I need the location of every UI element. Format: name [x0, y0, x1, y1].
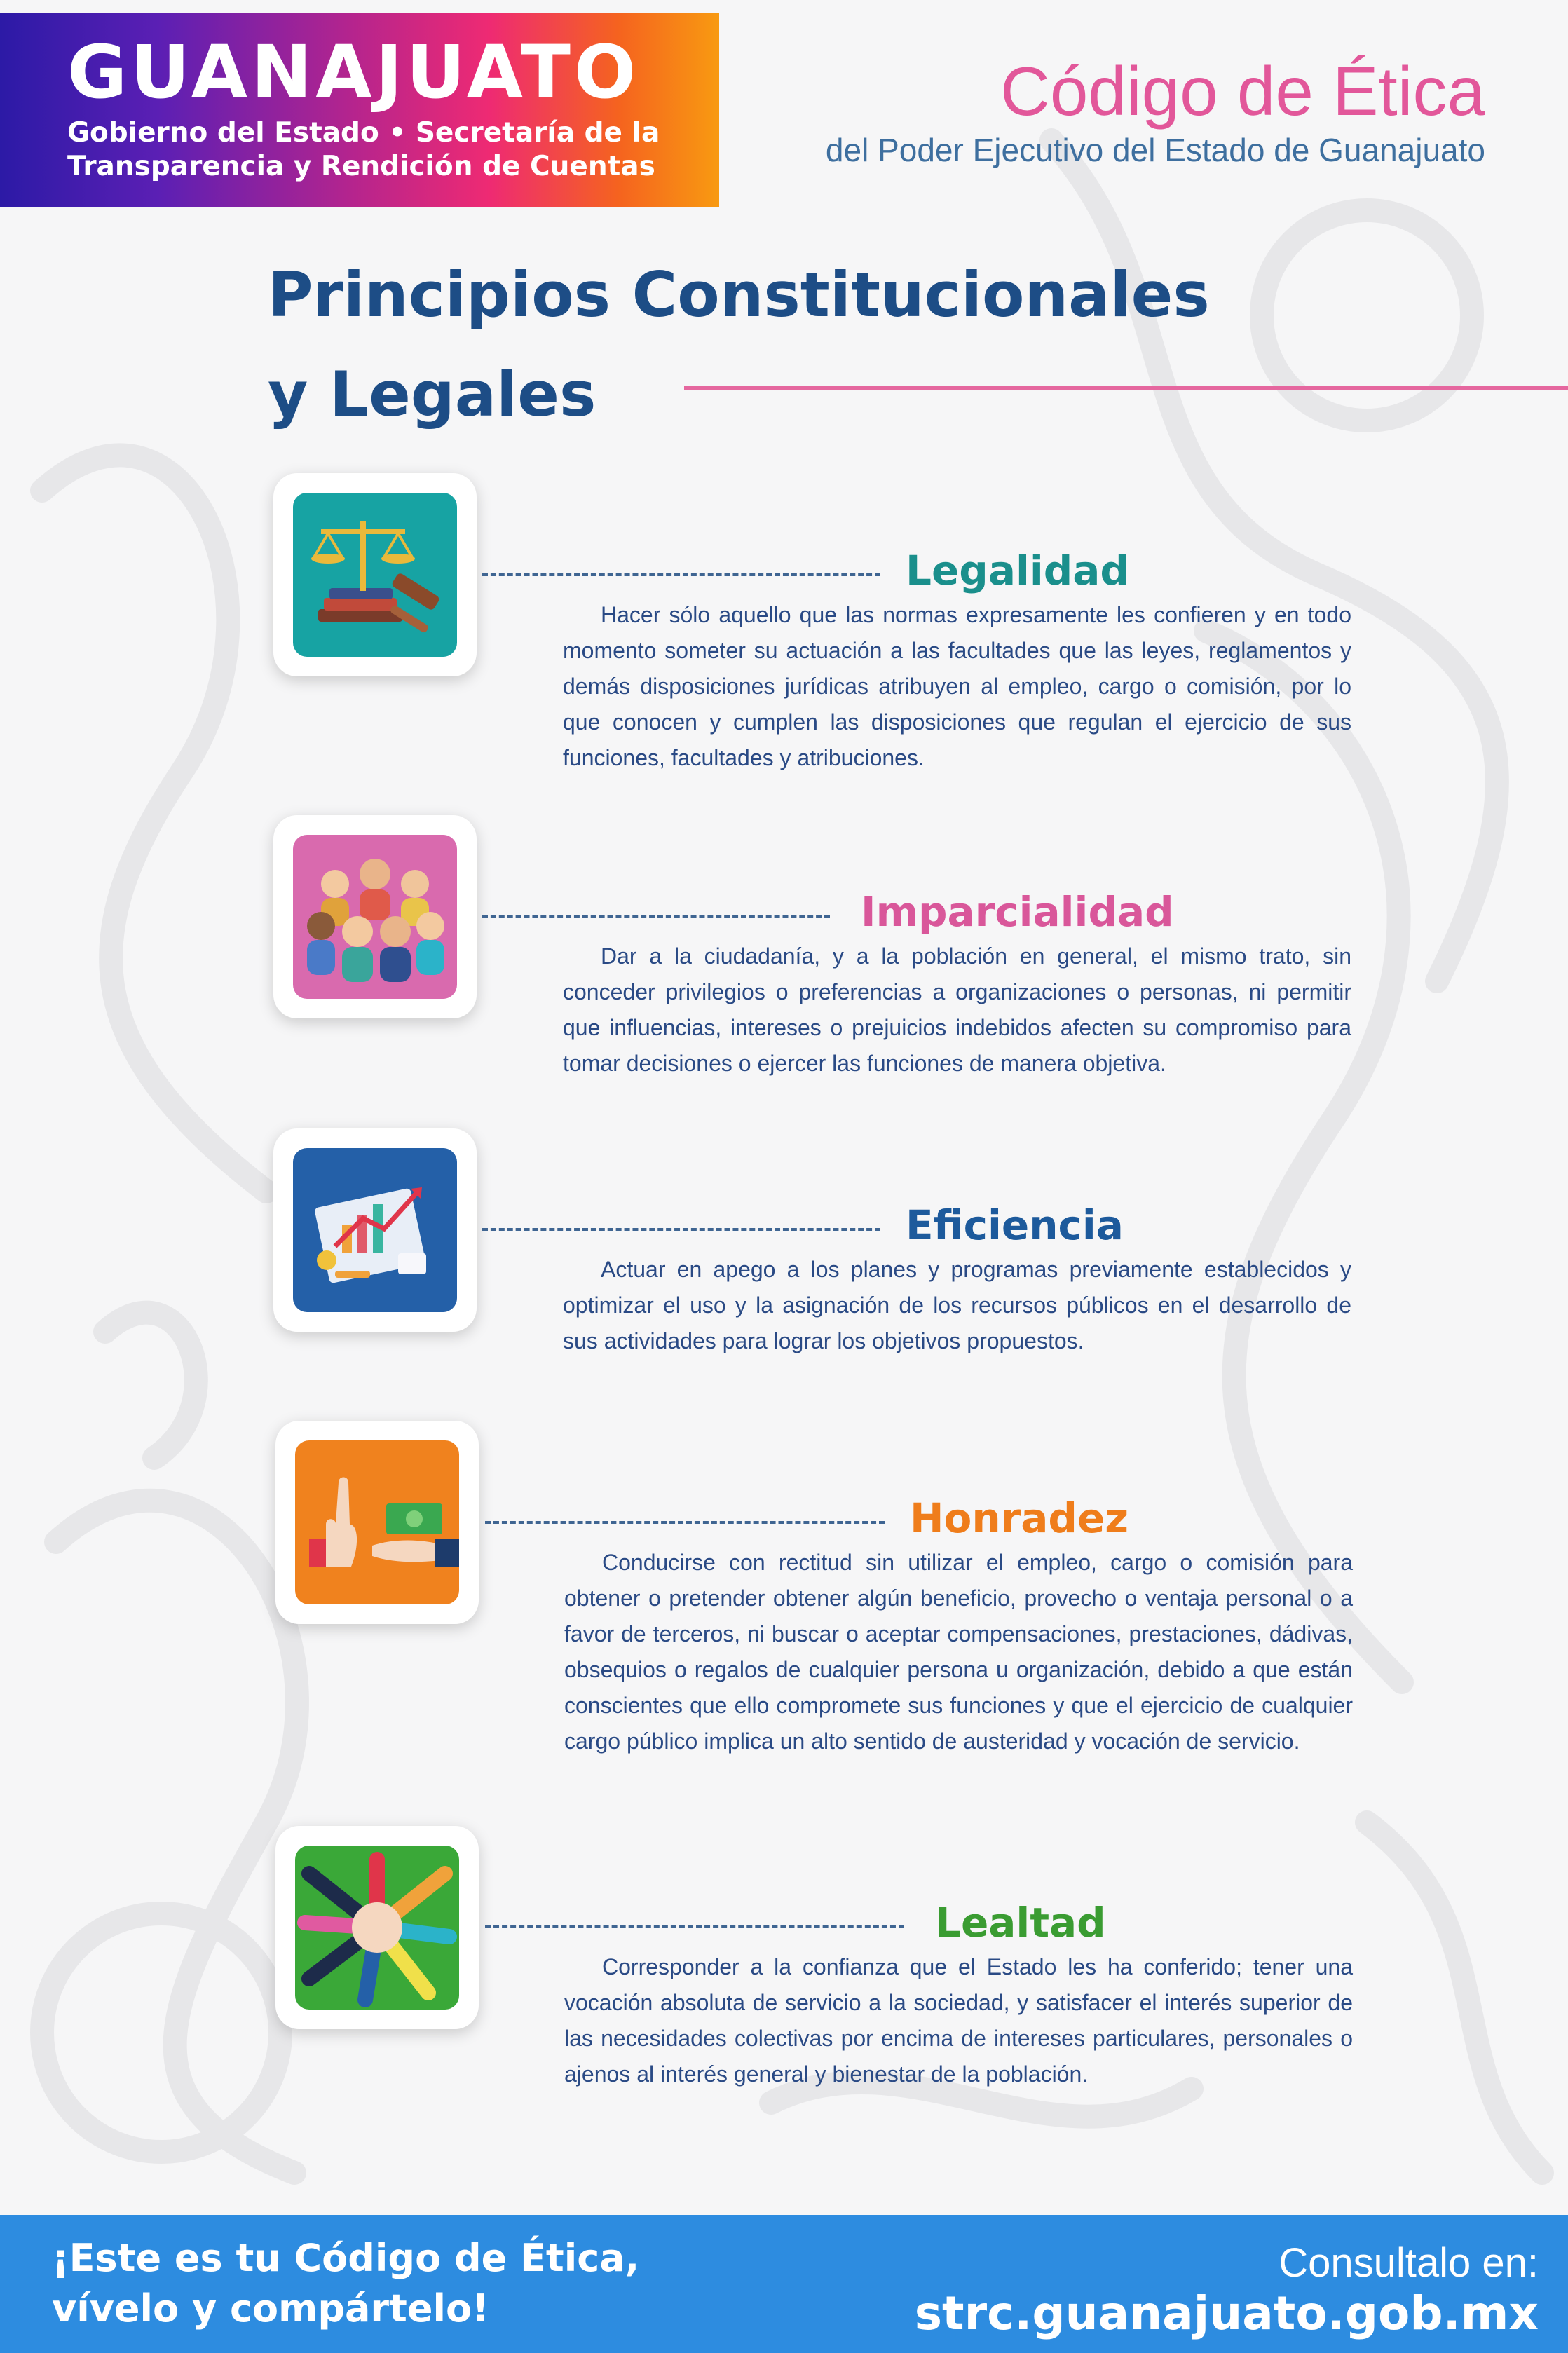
principle-name-eficiencia: Eficiencia [906, 1201, 1124, 1249]
connector-legalidad [482, 573, 880, 576]
icon-card-legalidad [273, 473, 477, 676]
slogan-line1: ¡Este es tu Código de Ética, [52, 2236, 640, 2280]
principle-name-honradez: Honradez [910, 1494, 1129, 1542]
connector-honradez [485, 1521, 885, 1524]
section-title-line1: Principios Constitucionales [268, 259, 1210, 331]
reject-bribe-icon [295, 1440, 459, 1604]
code-title: Código de Ética [1000, 53, 1485, 130]
connector-lealtad [485, 1925, 904, 1928]
principle-text-eficiencia: Actuar en apego a los planes y programas previamente establecidos y optimizar el uso y la asignación de los recursos públicos en el desarrollo de sus actividades para lograr los objetivos propuestos. [563, 1257, 1351, 1353]
footer-banner [0, 2215, 1568, 2353]
diverse-people-icon [293, 835, 457, 999]
section-title [268, 245, 1459, 444]
brand-title: GUANAJUATO [67, 29, 640, 115]
section-title-line2: y Legales [268, 358, 596, 430]
icon-card-imparcialidad [273, 815, 477, 1018]
connector-eficiencia [482, 1228, 880, 1231]
brand-subtitle-line2: Transparencia y Rendición de Cuentas [67, 151, 655, 182]
slogan-line2: vívelo y compártelo! [52, 2286, 489, 2331]
icon-card-eficiencia [273, 1128, 477, 1332]
scales-justice-icon [293, 493, 457, 657]
principle-name-lealtad: Lealtad [935, 1899, 1106, 1946]
brand-banner [0, 13, 719, 207]
principle-name-legalidad: Legalidad [906, 547, 1129, 594]
principle-text-imparcialidad: Dar a la ciudadanía, y a la población en general, el mismo trato, sin conceder privilegios o preferencias a organizaciones o personas, ni permitir que influencias, intereses o prejuicios indebidos afecten su compromiso para tomar decisiones o ejercer las funciones de manera objetiva. [563, 943, 1351, 1076]
connector-imparcialidad [482, 915, 830, 918]
consult-label: Consultalo en: [1279, 2240, 1539, 2286]
code-subtitle: del Poder Ejecutivo del Estado de Guanajuato [825, 132, 1485, 168]
principle-text-legalidad: Hacer sólo aquello que las normas expresamente les confieren y en todo momento someter su actuación a las facultades que las leyes, reglamentos y demás disposiciones jurídicas atribuyen al empleo, cargo o comisión, por lo que conocen y cumplen las disposiciones que regulan el ejercicio de sus funciones, facultades y atribuciones. [563, 602, 1351, 770]
principle-name-imparcialidad: Imparcialidad [861, 888, 1174, 936]
principle-text-honradez: Conducirse con rectitud sin utilizar el empleo, cargo o comisión para obtener o pretender obtener algún beneficio, provecho o ventaja personal o a favor de terceros, ni buscar o aceptar compensaciones, prestaciones, dádivas, obsequios o regalos de cualquier persona u organización, debido a que están conscientes que ello compromete sus funciones y que el ejercicio de cualquier cargo público implica un alto sentido de austeridad y vocación de servicio. [564, 1550, 1353, 1754]
joined-hands-icon [295, 1846, 459, 2010]
brand-subtitle-line1: Gobierno del Estado • Secretaría de la [67, 117, 660, 149]
charts-documents-icon [293, 1148, 457, 1312]
title-divider [684, 386, 1568, 390]
principle-text-lealtad: Corresponder a la confianza que el Estado les ha conferido; tener una vocación absoluta de servicio a la sociedad, y satisfacer el interés superior de las necesidades colectivas por encima de intereses particulares, personales o ajenos al interés general y bienestar de la población. [564, 1954, 1353, 2087]
icon-card-honradez [275, 1421, 479, 1624]
website-link[interactable]: strc.guanajuato.gob.mx [914, 2286, 1539, 2340]
icon-card-lealtad [275, 1826, 479, 2029]
